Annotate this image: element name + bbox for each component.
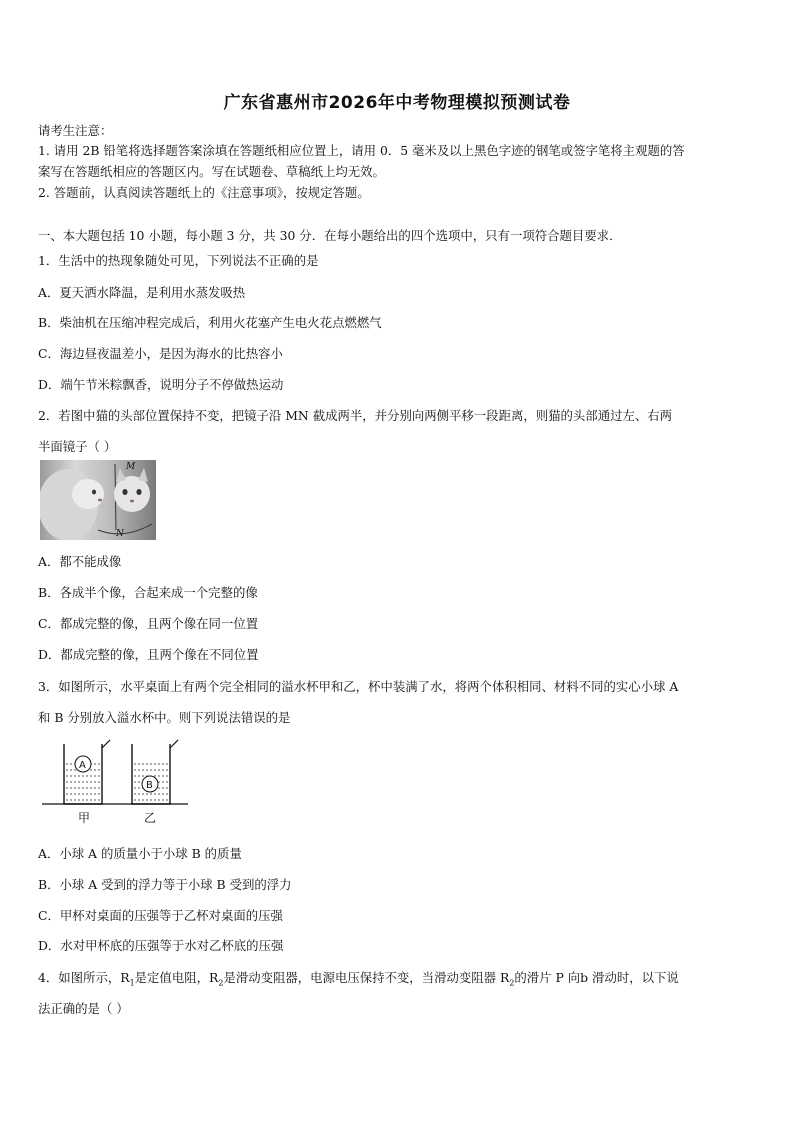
question-2-option-b: B．各成半个像，合起来成一个完整的像 (38, 585, 258, 600)
notice-item-1-line-2: 案写在答题纸相应的答题区内。写在试题卷、草稿纸上均无效。 (38, 164, 385, 179)
q4-sub-3: 2 (509, 978, 515, 988)
cat-mirror-illustration (40, 460, 156, 540)
overflow-cups-diagram (40, 738, 190, 832)
mirror-label-n: N (116, 529, 124, 539)
q4-tail: 的滑片 P 向b 滑动时，以下说 (514, 970, 679, 985)
question-4-stem-line-1 (38, 968, 679, 987)
ball-b-label: B (146, 780, 153, 791)
notice-item-1-line-1: 1. 请用 2B 铅笔将选择题答案涂填在答题纸相应位置上，请用 0．5 毫米及以上黑色字迹的钢笔或签字笔将主观题的答 (38, 143, 685, 158)
q4-mid-2: 是滑动变阻器，电源电压保持不变，当滑动变阻器 R (223, 970, 510, 985)
question-3-option-a: A．小球 A 的质量小于小球 B 的质量 (38, 846, 242, 861)
ball-a-label: A (79, 760, 86, 771)
question-4-stem-line-2: 法正确的是（ ） (38, 1001, 129, 1016)
question-1-stem: 1．生活中的热现象随处可见，下列说法不正确的是 (38, 253, 319, 268)
question-2-option-c: C．都成完整的像，且两个像在同一位置 (38, 616, 259, 631)
question-2-stem-line-2: 半面镜子（ ） (38, 439, 117, 454)
question-2-option-a: A．都不能成像 (38, 554, 122, 569)
question-2-stem-line-1: 2．若图中猫的头部位置保持不变，把镜子沿 MN 截成两半，并分别向两侧平移一段距离，则猫的头部通过左、右两 (38, 408, 673, 423)
q4-sub-2: 2 (218, 978, 224, 988)
question-1-option-b: B．柴油机在压缩冲程完成后，利用火花塞产生电火花点燃燃气 (38, 315, 382, 330)
cup-yi-label: 乙 (144, 811, 157, 825)
cup-jia-label: 甲 (78, 811, 91, 825)
question-3-stem-line-1: 3．如图所示，水平桌面上有两个完全相同的溢水杯甲和乙，杯中装满了水，将两个体积相同、材料不同的实心小球 A (38, 679, 679, 694)
page-title: 广东省惠州市2026年中考物理模拟预测试卷 (223, 93, 571, 113)
question-3-option-b: B．小球 A 受到的浮力等于小球 B 受到的浮力 (38, 877, 292, 892)
question-1-option-a: A．夏天洒水降温，是利用水蒸发吸热 (38, 285, 246, 300)
question-3-option-d: D．水对甲杯底的压强等于水对乙杯底的压强 (38, 938, 284, 953)
cat-mirror-photo (40, 460, 156, 540)
question-3-option-c: C．甲杯对桌面的压强等于乙杯对桌面的压强 (38, 908, 283, 923)
q4-prefix: 4．如图所示，R (38, 970, 130, 985)
question-1-option-c: C．海边昼夜温差小，是因为海水的比热容小 (38, 346, 283, 361)
q4-sub-1: 1 (129, 978, 135, 988)
mirror-label-m: M (126, 462, 136, 472)
question-3-stem-line-2: 和 B 分别放入溢水杯中。则下列说法错误的是 (38, 710, 291, 725)
notice-heading: 请考生注意： (38, 123, 113, 138)
section-heading: 一、本大题包括 10 小题，每小题 3 分，共 30 分．在每小题给出的四个选项中，只有一项符合题目要求． (38, 228, 622, 243)
question-1-option-d: D．端午节米粽飘香，说明分子不停做热运动 (38, 377, 284, 392)
q4-mid-1: 是定值电阻，R (134, 970, 219, 985)
notice-item-2: 2. 答题前，认真阅读答题纸上的《注意事项》，按规定答题。 (38, 185, 370, 200)
question-2-option-d: D．都成完整的像，且两个像在不同位置 (38, 647, 259, 662)
